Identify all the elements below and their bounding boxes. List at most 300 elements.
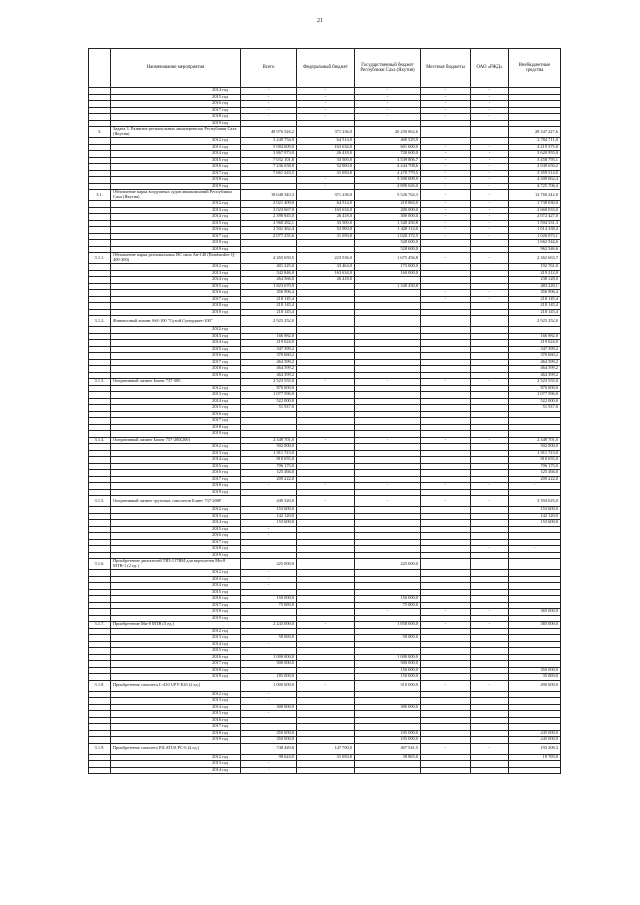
- cell-value: 218 145,4: [241, 296, 297, 303]
- cell-value: 528 600,0: [355, 246, 421, 253]
- cell-value: -: [471, 379, 509, 386]
- row-number: 3.1.4.: [89, 437, 111, 444]
- row-year: 2017 год: [111, 476, 241, 483]
- cell-value: 39 865,0: [355, 754, 421, 761]
- cell-value: 26 418,0: [297, 277, 355, 284]
- row-year: 2015 год: [111, 405, 241, 412]
- row-year: 2016 год: [111, 411, 241, 418]
- row-year: 2017 год: [111, 233, 241, 240]
- cell-value: -: [421, 201, 471, 208]
- cell-value: 163 634,0: [297, 270, 355, 277]
- cell-value: 160 000,0: [355, 270, 421, 277]
- cell-value: 3 620 955,0: [509, 151, 561, 158]
- cell-value: [421, 316, 471, 327]
- cell-value: 225 000,0: [355, 559, 421, 570]
- cell-value: 407 541,5: [355, 743, 421, 754]
- cell-value: 28 347 227,6: [509, 127, 561, 138]
- cell-value: 218 865,0: [355, 201, 421, 208]
- cell-value: 31 050,0: [297, 754, 355, 761]
- cell-value: -: [355, 114, 421, 121]
- cell-value: 706 175,0: [241, 463, 297, 470]
- cell-value: 3 867 973,0: [241, 151, 297, 158]
- cell-value: 4 309 062,4: [509, 177, 561, 184]
- cell-value: -: [355, 88, 421, 95]
- row-year: 2016 год: [111, 353, 241, 360]
- cell-value: 3 539 806,7: [355, 157, 421, 164]
- cell-value: -: [471, 214, 509, 221]
- cell-value: 51 537,0: [241, 405, 297, 412]
- cell-value: 150 000,0: [241, 596, 297, 603]
- cell-value: -: [421, 609, 471, 616]
- cell-value: -: [471, 290, 509, 297]
- cell-value: -: [421, 233, 471, 240]
- cell-value: -: [241, 533, 297, 540]
- cell-value: -: [509, 483, 561, 490]
- row-year: 2018 год: [111, 177, 241, 184]
- cell-value: -: [471, 201, 509, 208]
- row-year: 2018 год: [111, 546, 241, 553]
- row-year: 2012 год: [111, 444, 241, 451]
- row-year: 2017 год: [111, 661, 241, 668]
- cell-value: 26 418,0: [297, 151, 355, 158]
- cell-value: 3 359 514,0: [509, 170, 561, 177]
- cell-value: 449 320,0: [241, 496, 297, 507]
- cell-value: 365 000,0: [509, 609, 561, 616]
- cell-value: 125 466,0: [509, 470, 561, 477]
- cell-value: 64 514,0: [297, 201, 355, 208]
- row-year: 2019 год: [111, 246, 241, 253]
- cell-value: 2 949 650,2: [509, 164, 561, 171]
- cell-value: -: [297, 379, 355, 386]
- cell-value: -: [471, 107, 509, 114]
- cell-value: 4 890 026,0: [355, 183, 421, 190]
- cell-value: 522 000,0: [241, 398, 297, 405]
- row-title: Задача 3. Развитие региональных авиаперевозок Республики Саха (Якутия): [111, 127, 241, 138]
- header-col: ОАО «РЖД»: [471, 49, 509, 88]
- row-number: 3.1.5.: [89, 496, 111, 507]
- cell-value: 2 077 255,6: [241, 233, 297, 240]
- cell-value: 962 546,6: [509, 246, 561, 253]
- cell-value: 1 000 000,0: [241, 654, 297, 661]
- cell-value: 3 249 754,9: [241, 138, 297, 145]
- cell-value: 2 072 427,0: [509, 214, 561, 221]
- header-col: Всего: [241, 49, 297, 88]
- cell-value: 166 982,0: [241, 333, 297, 340]
- cell-value: -: [241, 583, 297, 590]
- row-year: 2014 год: [111, 398, 241, 405]
- row-title: Приобретение самолета PILATUS PC-6 (4 ед.): [111, 743, 241, 754]
- cell-value: 192 761,0: [509, 264, 561, 271]
- cell-value: -: [421, 151, 471, 158]
- cell-value: 209 222,0: [241, 476, 297, 483]
- cell-value: -: [471, 233, 509, 240]
- cell-value: 510 000,0: [355, 680, 421, 691]
- row-title: Финансовый лизинг SSJ-100 "Сухой Суперджет-100": [111, 316, 241, 327]
- cell-value: 528 600,0: [355, 240, 421, 247]
- cell-value: -: [471, 743, 509, 754]
- cell-value: 300 000,0: [355, 214, 421, 221]
- cell-value: 1 738 030,0: [509, 201, 561, 208]
- row-year: 2013 год: [111, 761, 241, 768]
- row-year: 2013 год: [111, 333, 241, 340]
- cell-value: 238 128,0: [509, 277, 561, 284]
- row-year: 2012 год: [111, 327, 241, 334]
- cell-value: -: [421, 190, 471, 201]
- cell-value: 4 725 706,4: [509, 183, 561, 190]
- header-number: [89, 49, 111, 88]
- row-title: Обновление парка воздушных судов авиакомпаний Республики Саха (Якутия): [111, 190, 241, 201]
- row-year: 2014 год: [111, 641, 241, 648]
- cell-value: -: [297, 88, 355, 95]
- cell-value: 150 000,0: [355, 674, 421, 681]
- cell-value: -: [421, 253, 471, 264]
- cell-value: -: [471, 609, 509, 616]
- row-year: 2017 год: [111, 359, 241, 366]
- cell-value: 163 634,0: [297, 207, 355, 214]
- table-row: [89, 253, 561, 264]
- cell-value: -: [421, 296, 471, 303]
- cell-value: -: [471, 88, 509, 95]
- cell-value: [471, 316, 509, 327]
- cell-value: [297, 559, 355, 570]
- cell-value: -: [421, 94, 471, 101]
- cell-value: -: [355, 609, 421, 616]
- cell-value: -: [241, 767, 297, 774]
- cell-value: 601 600,0: [355, 144, 421, 151]
- row-year: 2015 год: [111, 648, 241, 655]
- cell-value: 4 265 650,5: [241, 253, 297, 264]
- cell-value: -: [421, 177, 471, 184]
- row-number: 3.1.8.: [89, 680, 111, 691]
- row-number: 3.1.3.: [89, 379, 111, 386]
- row-year: 2017 год: [111, 724, 241, 731]
- cell-value: 75 000,0: [241, 602, 297, 609]
- cell-value: -: [471, 253, 509, 264]
- row-year: 2013 год: [111, 635, 241, 642]
- row-year: 2017 год: [111, 170, 241, 177]
- cell-value: -: [421, 214, 471, 221]
- cell-value: 153 600,0: [241, 520, 297, 527]
- cell-value: 218 145,4: [241, 309, 297, 316]
- row-year: 2018 год: [111, 483, 241, 490]
- cell-value: 300 000,0: [241, 704, 297, 711]
- page-number: 21: [317, 18, 323, 24]
- table-row: [89, 496, 561, 507]
- cell-value: 1 000 000,0: [241, 680, 297, 691]
- cell-value: -: [471, 177, 509, 184]
- cell-value: 502 000,0: [509, 444, 561, 451]
- cell-value: 218 145,4: [509, 296, 561, 303]
- table-row: [89, 379, 561, 386]
- row-year: 2018 год: [111, 366, 241, 373]
- cell-value: 218 145,4: [241, 303, 297, 310]
- cell-value: -: [471, 151, 509, 158]
- cell-value: 223 536,0: [297, 253, 355, 264]
- cell-value: 219 024,0: [509, 340, 561, 347]
- cell-value: 870 000,0: [509, 385, 561, 392]
- cell-value: 150 000,0: [355, 596, 421, 603]
- cell-value: 4 270 779,5: [355, 170, 421, 177]
- cell-value: -: [471, 227, 509, 234]
- cell-value: -: [471, 496, 509, 507]
- cell-value: -: [421, 164, 471, 171]
- cell-value: 748 449,8: [241, 743, 297, 754]
- cell-value: 2 660 033,0: [509, 207, 561, 214]
- row-number: 3.: [89, 127, 111, 138]
- cell-value: 7 236 658,8: [241, 164, 297, 171]
- cell-value: -: [421, 207, 471, 214]
- cell-value: -: [241, 526, 297, 533]
- cell-value: -: [421, 88, 471, 95]
- cell-value: 3 390 009,9: [355, 177, 421, 184]
- cell-value: 193 208,3: [509, 743, 561, 754]
- cell-value: 4 244 708,6: [355, 164, 421, 171]
- cell-value: -: [297, 483, 355, 490]
- cell-value: -: [241, 88, 297, 95]
- row-year: 2018 год: [111, 303, 241, 310]
- row-year: 2016 год: [111, 717, 241, 724]
- row-year: 2019 год: [111, 431, 241, 438]
- cell-value: 1 675 456,8: [355, 253, 421, 264]
- cell-value: -: [471, 483, 509, 490]
- cell-value: 125 466,0: [241, 470, 297, 477]
- cell-value: 33 464,0: [297, 264, 355, 271]
- cell-value: [421, 767, 471, 774]
- row-year: 2012 год: [111, 691, 241, 698]
- cell-value: 500 000,0: [241, 661, 297, 668]
- cell-value: 400 529,9: [355, 138, 421, 145]
- row-year: 2016 год: [111, 596, 241, 603]
- cell-value: 19 709,0: [509, 754, 561, 761]
- header-col: Местные бюджеты: [421, 49, 471, 88]
- cell-value: -: [241, 114, 297, 121]
- cell-value: -: [241, 94, 297, 101]
- row-year: 2015 год: [111, 346, 241, 353]
- cell-value: -: [471, 622, 509, 629]
- cell-value: -: [297, 177, 355, 184]
- cell-value: 371 236,0: [297, 190, 355, 201]
- row-year: 2014 год: [111, 704, 241, 711]
- cell-value: 3 023 667,0: [241, 207, 297, 214]
- row-year: 2019 год: [111, 615, 241, 622]
- cell-value: 456 906,4: [509, 290, 561, 297]
- row-number: [89, 767, 111, 774]
- cell-value: -: [421, 144, 471, 151]
- table-header-row: [89, 49, 561, 88]
- table-row: [89, 767, 561, 774]
- cell-value: 209 222,0: [509, 476, 561, 483]
- header-col: Внебюджетные средства: [509, 49, 561, 88]
- row-year: 2019 год: [111, 674, 241, 681]
- cell-value: 245 000,0: [509, 737, 561, 744]
- cell-value: 142 120,0: [241, 513, 297, 520]
- cell-value: 245 000,0: [509, 730, 561, 737]
- cell-value: 58 000,0: [241, 635, 297, 642]
- cell-value: 522 000,0: [509, 398, 561, 405]
- cell-value: -: [421, 483, 471, 490]
- cell-value: -: [471, 157, 509, 164]
- cell-value: 58 000,0: [355, 635, 421, 642]
- row-year: 2012 год: [111, 385, 241, 392]
- cell-value: -: [471, 114, 509, 121]
- cell-value: -: [471, 207, 509, 214]
- cell-value: 200 000,0: [355, 207, 421, 214]
- row-year: 2012 год: [111, 138, 241, 145]
- cell-value: 52 000,0: [297, 227, 355, 234]
- cell-value: 464 399,2: [241, 372, 297, 379]
- cell-value: -: [471, 437, 509, 444]
- cell-value: 464 399,2: [241, 366, 297, 373]
- row-number: 3.1.7.: [89, 622, 111, 629]
- cell-value: 401 225,0: [241, 264, 297, 271]
- row-year: 2015 год: [111, 463, 241, 470]
- row-title: Приобретение самолета L-410 UPV-E20 (2 ед.): [111, 680, 241, 691]
- cell-value: 3 458 795,1: [509, 157, 561, 164]
- table-row: [89, 437, 561, 444]
- cell-value: 464 399,2: [509, 359, 561, 366]
- cell-value: 75 000,0: [355, 602, 421, 609]
- row-year: 2015 год: [111, 157, 241, 164]
- cell-value: 350 000,0: [241, 737, 297, 744]
- cell-value: 105 000,0: [355, 730, 421, 737]
- cell-value: 720 600,0: [355, 151, 421, 158]
- cell-value: 1 026 073,1: [509, 233, 561, 240]
- cell-value: 347 399,2: [241, 346, 297, 353]
- table-row: [89, 316, 561, 327]
- cell-value: -: [421, 743, 471, 754]
- cell-value: 542 846,0: [241, 270, 297, 277]
- cell-value: 870 000,0: [241, 385, 297, 392]
- row-year: 2016 год: [111, 654, 241, 661]
- row-year: 2015 год: [111, 589, 241, 596]
- table-row: [89, 680, 561, 691]
- cell-value: -: [297, 94, 355, 101]
- cell-value: 2 349 701,0: [509, 437, 561, 444]
- cell-value: -: [297, 680, 355, 691]
- row-year: 2018 год: [111, 667, 241, 674]
- cell-value: 810 655,0: [509, 457, 561, 464]
- row-number: 3.1.6.: [89, 559, 111, 570]
- cell-value: -: [297, 437, 355, 444]
- table-row: [89, 622, 561, 629]
- row-year: 2014 год: [111, 520, 241, 527]
- cell-value: 3 394 025,0: [509, 496, 561, 507]
- cell-value: 1 077 596,0: [241, 392, 297, 399]
- cell-value: 12 760 242,0: [509, 190, 561, 201]
- cell-value: -: [241, 761, 297, 768]
- cell-value: [355, 767, 421, 774]
- row-year: 2014 год: [111, 457, 241, 464]
- row-year: 2013 год: [111, 513, 241, 520]
- cell-value: 7 032 101,8: [241, 157, 297, 164]
- row-year: 2016 год: [111, 470, 241, 477]
- cell-value: -: [471, 170, 509, 177]
- row-title: Обновление парка региональных ВС типа Ан-140 (Bombardier Q-400-300): [111, 253, 241, 264]
- row-year: 2017 год: [111, 418, 241, 425]
- row-number: 3.1.9.: [89, 743, 111, 754]
- row-year: 2014 год: [111, 340, 241, 347]
- cell-value: -: [471, 144, 509, 151]
- row-year: 2016 год: [111, 290, 241, 297]
- cell-value: -: [421, 622, 471, 629]
- cell-value: -: [421, 107, 471, 114]
- row-year: 2013 год: [111, 144, 241, 151]
- cell-value: 31 050,0: [297, 233, 355, 240]
- cell-value: 5 084 609,0: [241, 144, 297, 151]
- cell-value: 18 648 340,3: [241, 190, 297, 201]
- row-year: 2017 год: [111, 602, 241, 609]
- cell-value: 185 000,0: [241, 674, 297, 681]
- cell-value: 500 000,0: [355, 661, 421, 668]
- cell-value: -: [421, 220, 471, 227]
- cell-value: 483 220,1: [509, 283, 561, 290]
- cell-value: 33 500,0: [297, 157, 355, 164]
- cell-value: 490 000,0: [509, 680, 561, 691]
- cell-value: 2 784 711,0: [509, 138, 561, 145]
- row-title: Оперативный лизинг грузовых самолетов Боинг 737-200F: [111, 496, 241, 507]
- cell-value: 1 662 544,6: [509, 240, 561, 247]
- cell-value: -: [241, 107, 297, 114]
- cell-value: -: [421, 437, 471, 444]
- cell-value: 7 661 243,5: [241, 170, 297, 177]
- row-year: 2014 год: [111, 151, 241, 158]
- cell-value: -: [471, 94, 509, 101]
- cell-value: -: [297, 114, 355, 121]
- cell-value: 1 000 000,0: [355, 654, 421, 661]
- cell-value: -: [421, 101, 471, 108]
- cell-value: 1 077 596,0: [509, 392, 561, 399]
- cell-value: -: [471, 183, 509, 190]
- cell-value: 166 982,0: [509, 333, 561, 340]
- cell-value: 35 000,0: [509, 674, 561, 681]
- row-number: 3.1.: [89, 190, 111, 201]
- cell-value: [421, 559, 471, 570]
- table-row: [89, 127, 561, 138]
- row-year: 2012 год: [111, 264, 241, 271]
- table-row: [89, 743, 561, 754]
- row-year: 2013 год: [111, 576, 241, 583]
- row-year: 2014 год: [111, 88, 241, 95]
- cell-value: -: [355, 94, 421, 101]
- row-year: 2014 год: [111, 214, 241, 221]
- cell-value: 706 175,0: [509, 463, 561, 470]
- cell-value: 1 020 172,5: [355, 233, 421, 240]
- cell-value: -: [241, 576, 297, 583]
- cell-value: 20 258 062,6: [355, 127, 421, 138]
- row-year: 2013 год: [111, 450, 241, 457]
- cell-value: 163 634,0: [297, 144, 355, 151]
- row-year: 2015 год: [111, 526, 241, 533]
- cell-value: 1 823 670,9: [241, 283, 297, 290]
- row-year: 2019 год: [111, 737, 241, 744]
- row-year: 2014 год: [111, 767, 241, 774]
- row-year: 2019 год: [111, 372, 241, 379]
- cell-value: 376 660,2: [241, 353, 297, 360]
- row-year: 2016 год: [111, 164, 241, 171]
- row-year: 2017 год: [111, 107, 241, 114]
- header-col: Наименование мероприятия: [111, 49, 241, 88]
- cell-value: 1 428 114,0: [355, 227, 421, 234]
- cell-value: 2 349 701,0: [241, 437, 297, 444]
- cell-value: 376 660,2: [509, 353, 561, 360]
- row-year: 2018 год: [111, 114, 241, 121]
- cell-value: 218 145,4: [509, 309, 561, 316]
- cell-value: 2 925 252,0: [241, 316, 297, 327]
- row-year: 2017 год: [111, 539, 241, 546]
- row-title: Оперативный лизинг Боинг 737-300: [111, 379, 241, 386]
- cell-value: 219 024,0: [241, 340, 297, 347]
- cell-value: 153 600,0: [509, 520, 561, 527]
